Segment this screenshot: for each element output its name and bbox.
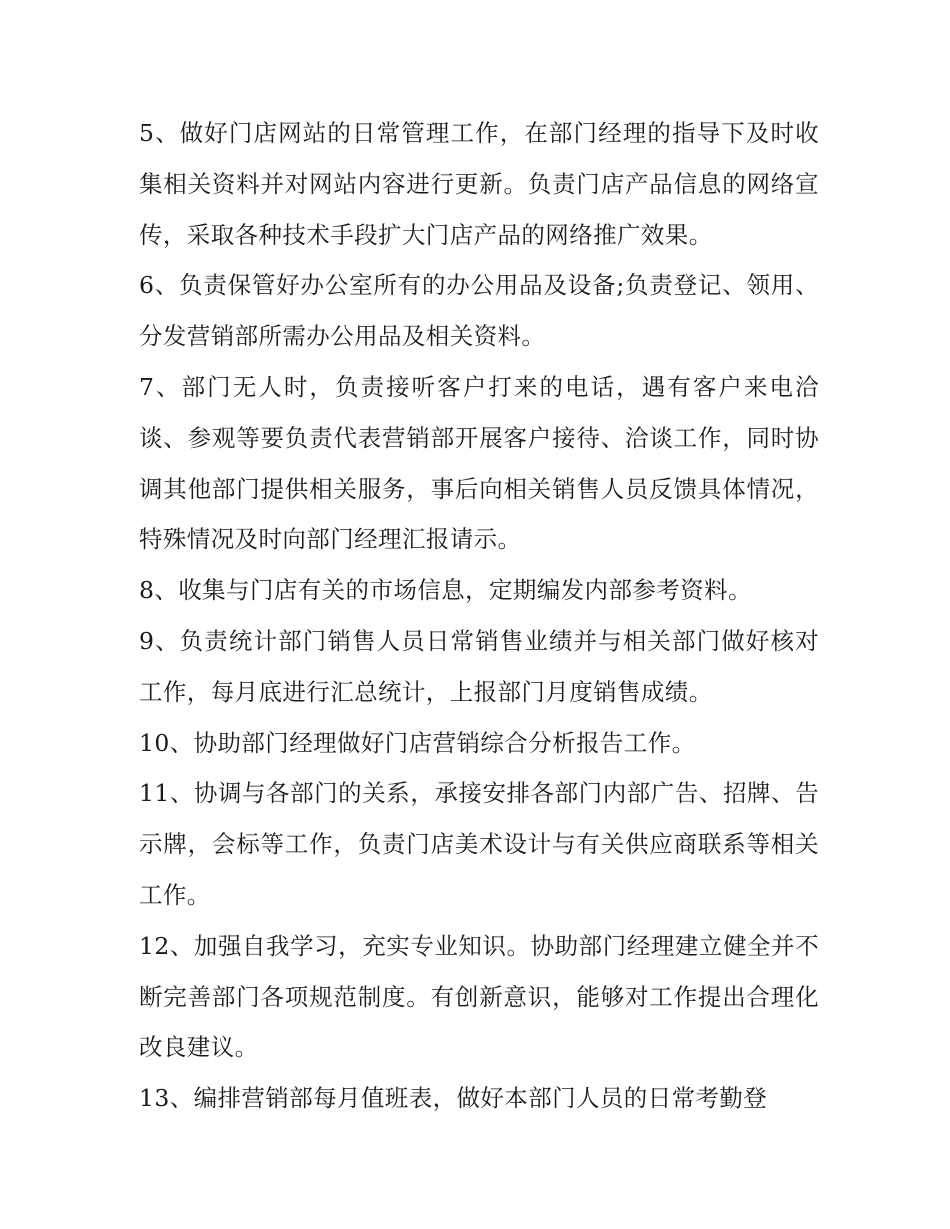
list-item-6: 6、负责保管好办公室所有的办公用品及设备;负责登记、领用、分发营销部所需办公用品及相关资料。 [139, 271, 819, 351]
list-item-9: 9、负责统计部门销售人员日常销售业绩并与相关部门做好核对工作，每月底进行汇总统计，上报部门月度销售成绩。 [139, 626, 819, 706]
list-item-11: 11、协调与各部门的关系，承接安排各部门内部广告、招牌、告示牌，会标等工作，负责门店美术设计与有关供应商联系等相关工作。 [139, 779, 819, 909]
list-item-12: 12、加强自我学习，充实专业知识。协助部门经理建立健全并不断完善部门各项规范制度。有创新意识，能够对工作提出合理化改良建议。 [139, 931, 819, 1062]
list-item-8: 8、收集与门店有关的市场信息，定期编发内部参考资料。 [139, 576, 752, 605]
list-item-7: 7、部门无人时，负责接听客户打来的电话，遇有客户来电洽谈、参观等要负责代表营销部开展客户接待、洽谈工作，同时协调其他部门提供相关服务，事后向相关销售人员反馈具体情况，特殊情况及时向部门经理汇报请示。 [139, 372, 819, 554]
document-body [139, 108, 819, 1124]
list-item-5: 5、做好门店网站的日常管理工作，在部门经理的指导下及时收集相关资料并对网站内容进行更新。负责门店产品信息的网络宣传，采取各种技术手段扩大门店产品的网络推广效果。 [139, 119, 819, 249]
list-item-13: 13、编排营销部每月值班表，做好本部门人员的日常考勤登 [139, 1084, 768, 1113]
list-item-10: 10、协助部门经理做好门店营销综合分析报告工作。 [139, 728, 696, 757]
